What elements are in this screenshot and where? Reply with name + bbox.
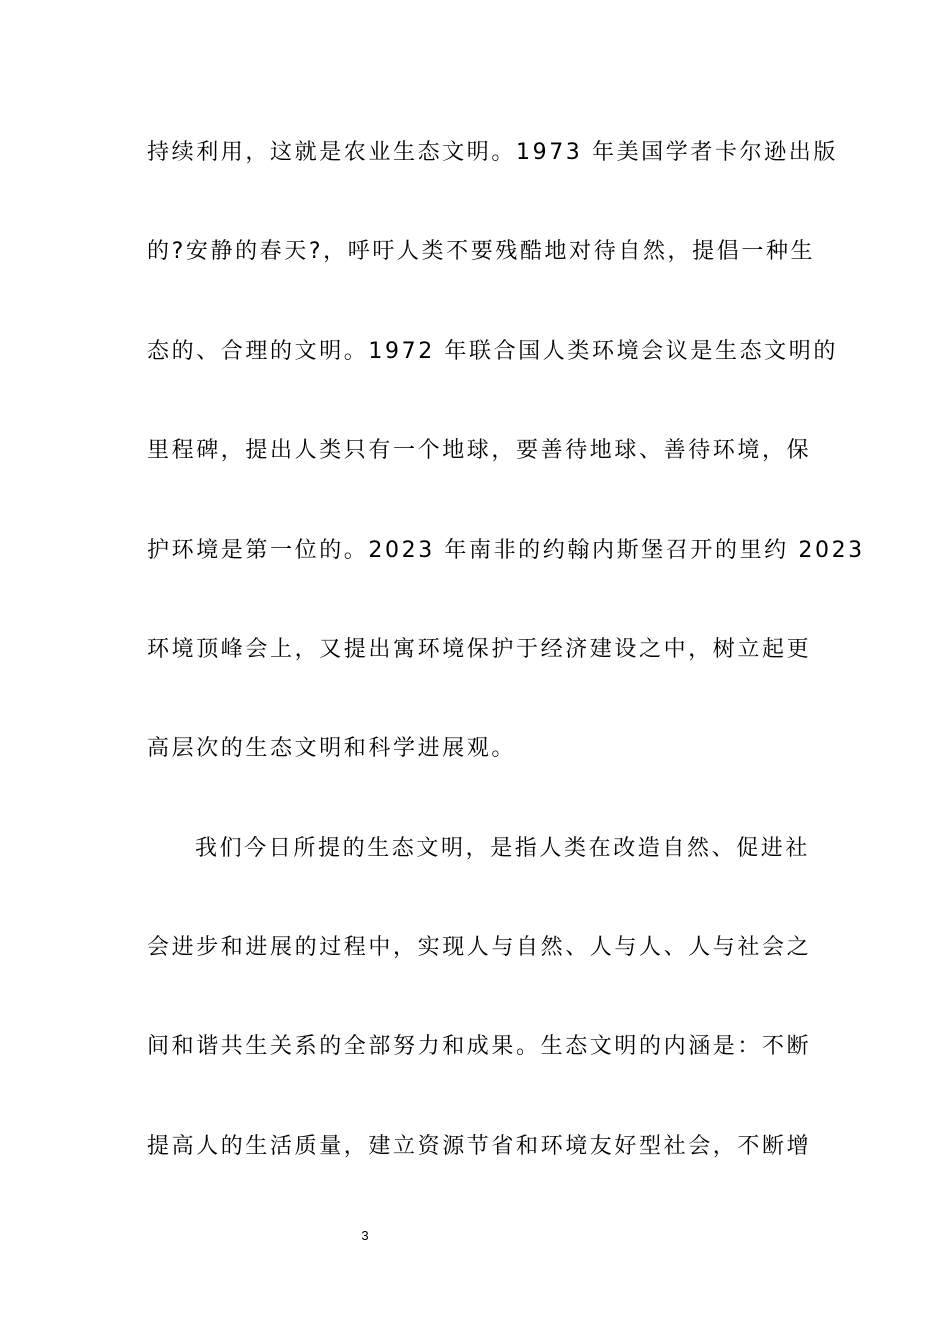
text-line: 我们今日所提的生态文明，是指人类在改造自然、促进社 (195, 836, 811, 861)
text-line: 里程碑，提出人类只有一个地球，要善待地球、善待环境，保 (147, 438, 812, 463)
text-line: 高层次的生态文明和科学进展观。 (147, 736, 517, 761)
text-line: 提高人的生活质量，建立资源节省和环境友好型社会，不断增 (147, 1134, 812, 1159)
page-number: 3 (361, 1228, 369, 1243)
text-line: 的?安静的春天?，呼吁人类不要残酷地对待自然，提倡一种生 (147, 239, 816, 264)
text-line: 持续利用，这就是农业生态文明。1973 年美国学者卡尔逊出版 (147, 140, 838, 165)
text-line: 环境顶峰会上，又提出寓环境保护于经济建设之中，树立起更 (147, 637, 812, 662)
text-line: 护环境是第一位的。2023 年南非的约翰内斯堡召开的里约 2023 (147, 538, 865, 563)
text-line: 态的、合理的文明。1972 年联合国人类环境会议是生态文明的 (147, 339, 838, 364)
text-line: 间和谐共生关系的全部努力和成果。生态文明的内涵是：不断 (147, 1034, 812, 1059)
text-line: 会进步和进展的过程中，实现人与自然、人与人、人与社会之 (147, 935, 812, 960)
